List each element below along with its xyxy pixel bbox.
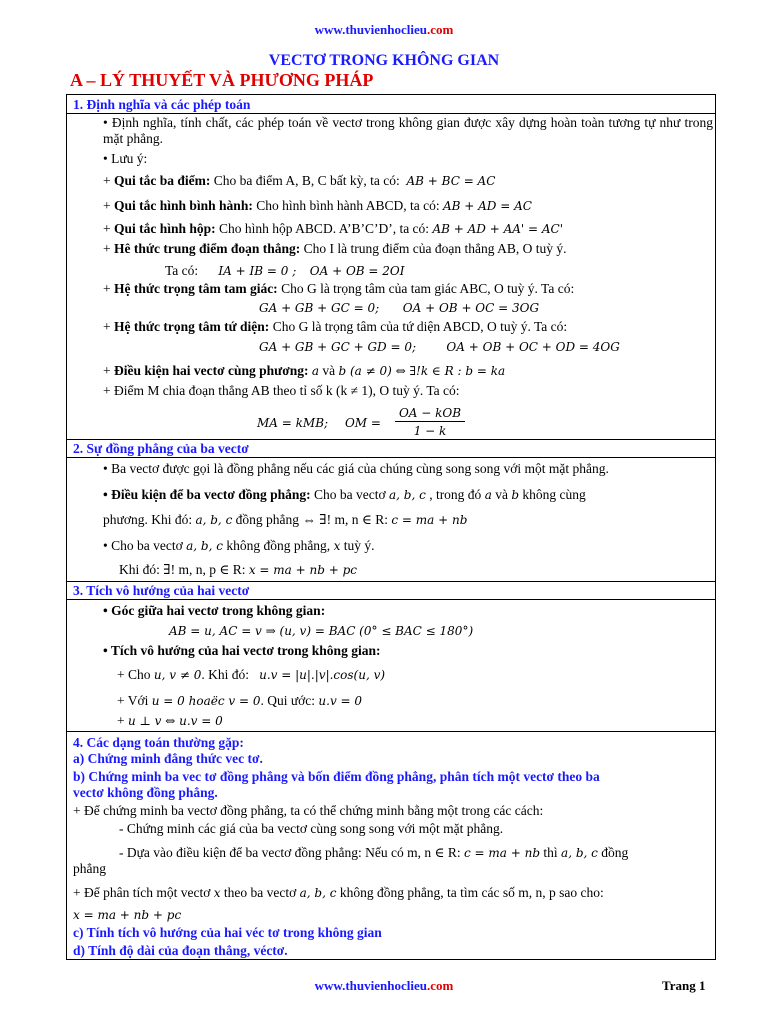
footer-url-main: www.thuvienhoclieu — [314, 978, 427, 993]
s4-item-d: d) Tính độ dài của đoạn thẳng, véctơ. — [73, 943, 288, 958]
rule-parallelogram: + Qui tắc hình bình hành: Cho hình bình hành ABCD, ta có: AB + AD = AC — [103, 198, 532, 213]
content-box — [66, 94, 716, 960]
s3-angle-heading: • Góc giữa hai vectơ trong không gian: — [103, 603, 326, 618]
s2-decomposition: Khi đó: ∃! m, n, p ∈ R: x = ma + nb + pc — [119, 562, 357, 577]
s4-method-2-cont: phẳng — [73, 861, 106, 876]
s1-heading: 1. Định nghĩa và các phép toán — [73, 97, 251, 112]
s2-noncoplanar: • Cho ba vectơ a, b, c không đồng phẳng, x tuỳ ý. — [103, 538, 375, 553]
s3-dot-def: + Cho u, v ≠ 0. Khi đó: u.v = |u|.|v|.cos(u, v) — [117, 667, 386, 682]
page-title: VECTƠ TRONG KHÔNG GIAN — [268, 52, 500, 69]
s4-decompose: + Để phân tích một vectơ x theo ba vectơ a, b, c không đồng phẳng, ta tìm các số m, n, p sao cho: — [73, 885, 604, 900]
s3-dot-zero: + Với u = 0 hoaëc v = 0. Qui ước: u.v = 0 — [117, 693, 363, 708]
s3-dot-heading: • Tích vô hướng của hai vectơ trong không gian: — [103, 643, 381, 658]
s2-coplanar-then: phương. Khi đó: a, b, c đồng phẳng ⇔ ∃! m, n ∈ R: c = ma + nb — [103, 512, 468, 527]
s1-p1: • Định nghĩa, tính chất, các phép toán về vectơ trong không gian được xây dựng hoàn toàn tương tự như trong mặt phẳng. — [103, 115, 713, 146]
s2-p1: • Ba vectơ được gọi là đồng phẳng nếu các giá của chúng cùng song song với một mặt phẳng. — [103, 461, 609, 476]
s4-method-1: - Chứng minh các giá của ba vectơ cùng song song với một mặt phẳng. — [119, 821, 504, 836]
s4-decompose-formula: x = ma + nb + pc — [73, 908, 182, 922]
divider — [67, 113, 715, 114]
section-a-heading: A – LÝ THUYẾT VÀ PHƯƠNG PHÁP — [70, 70, 374, 90]
s4-method-intro: + Để chứng minh ba vectơ đồng phẳng, ta có thể chứng minh bằng một trong các cách: — [73, 803, 544, 818]
rule-division-formula: MA = kMB; OM = — [257, 416, 381, 430]
rule-midpoint: + Hê thức trung điểm đoạn thẳng: Cho I là trung điểm của đoạn thẳng AB, O tuỳ ý. — [103, 241, 567, 256]
s4-method-2: - Dựa vào điều kiện để ba vectơ đồng phẳng: Nếu có m, n ∈ R: c = ma + nb thì a, b, c đồng — [119, 845, 629, 860]
rule-division-ratio: + Điểm M chia đoạn thẳng AB theo tỉ số k (k ≠ 1), O tuỳ ý. Ta có: — [103, 383, 460, 398]
s4-item-a: a) Chứng minh đẳng thức vec tơ. — [73, 751, 263, 766]
divider — [67, 599, 715, 600]
header-url-tld: .com — [426, 22, 454, 37]
header-url-main: www.thuvienhoclieu — [314, 22, 427, 37]
s3-angle-formula: AB = u, AC = v ⇒ (u, v) = BAC (0° ≤ BAC ≤ 180°) — [169, 624, 474, 638]
rule-parallelepiped: + Qui tắc hình hộp: Cho hình hộp ABCD. A’B’C’D’, ta có: AB + AD + AA' = AC' — [103, 221, 564, 236]
divider — [67, 457, 715, 458]
header-url[interactable] — [0, 22, 768, 38]
s1-note: • Lưu ý: — [103, 151, 148, 166]
page-number: Trang 1 — [662, 978, 706, 993]
rule-tetra-formula: GA + GB + GC + GD = 0; OA + OB + OC + OD = 4OG — [259, 340, 620, 354]
divider — [67, 581, 715, 582]
s4-heading: 4. Các dạng toán thường gặp: — [73, 735, 244, 750]
rule-collinear: + Điều kiện hai vectơ cùng phương: a và b (a ≠ 0) ⇔ ∃!k ∈ R : b = ka — [103, 363, 506, 378]
rule-triangle-centroid: + Hệ thức trọng tâm tam giác: Cho G là trọng tâm của tam giác ABC, O tuỳ ý. Ta có: — [103, 281, 575, 296]
rule-midpoint-formula: Ta có: IA + IB = 0 ; OA + OB = 2OI — [165, 263, 405, 278]
division-numerator: OA − kOB — [395, 405, 465, 422]
rule-tetra-centroid: + Hệ thức trọng tâm tứ diện: Cho G là trọng tâm của tứ diện ABCD, O tuỳ ý. Ta có: — [103, 319, 568, 334]
s3-dot-perp: + u ⊥ v ⇔ u.v = 0 — [117, 713, 223, 728]
footer-url[interactable] — [0, 978, 768, 994]
divider — [67, 439, 715, 440]
rule-triangle-formula: GA + GB + GC = 0; OA + OB + OC = 3OG — [259, 301, 540, 315]
s2-coplanar-condition: • Điều kiện để ba vectơ đồng phẳng: Cho ba vectơ a, b, c , trong đó a và b không cùng — [103, 487, 586, 502]
s4-item-c: c) Tính tích vô hướng của hai véc tơ trong không gian — [73, 925, 382, 940]
rule-three-points: + Qui tắc ba điểm: Cho ba điểm A, B, C bất kỳ, ta có: AB + BC = AC — [103, 173, 496, 188]
s3-heading: 3. Tích vô hướng của hai vectơ — [73, 583, 250, 598]
s4-item-b-line1: b) Chứng minh ba vec tơ đồng phẳng và bốn điểm đồng phẳng, phân tích một vectơ theo ba — [73, 769, 600, 784]
divider — [67, 731, 715, 732]
s2-heading: 2. Sự đồng phẳng của ba vectơ — [73, 441, 249, 456]
division-denominator: 1 − k — [413, 424, 447, 438]
footer-url-tld: .com — [426, 978, 454, 993]
s4-item-b-line2: vectơ không đồng phẳng. — [73, 785, 218, 800]
